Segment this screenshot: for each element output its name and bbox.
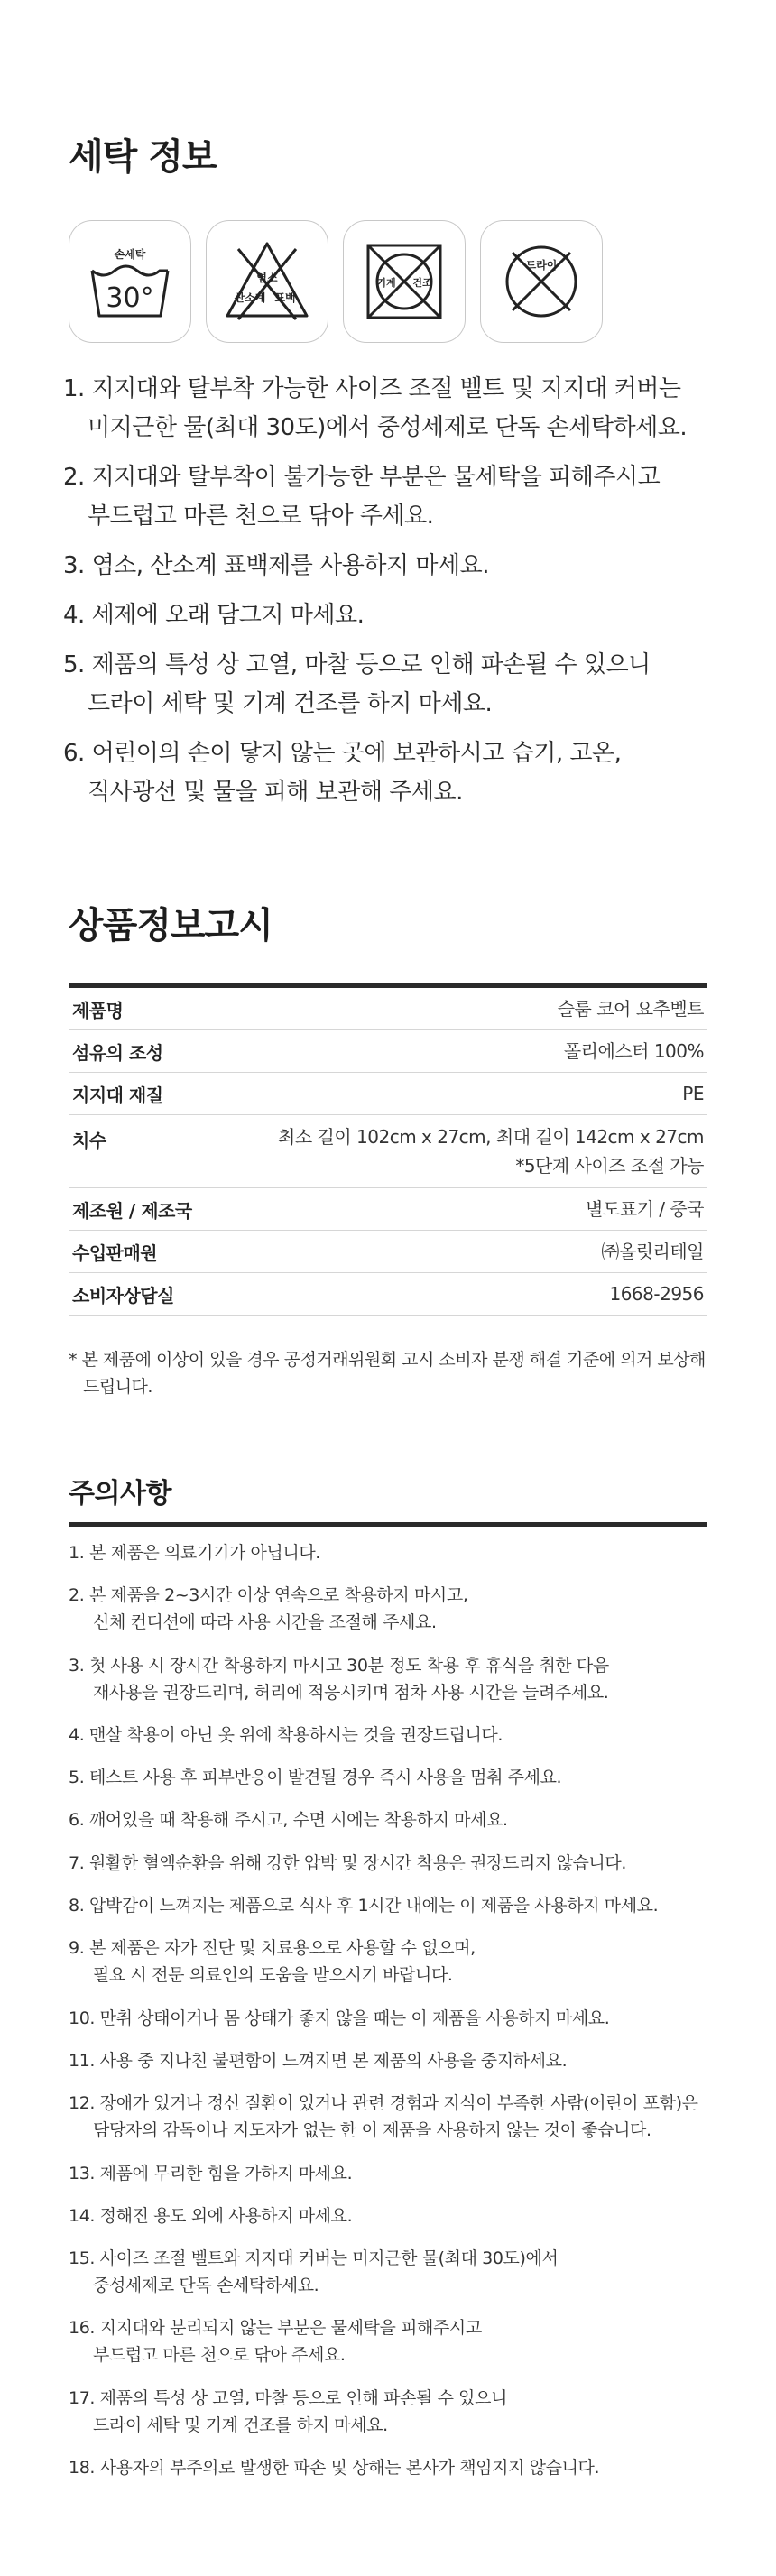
bleach-label-top: 염소 <box>256 272 278 284</box>
wash-info-title: 세탁 정보 <box>69 136 217 178</box>
list-item: 7. 원활한 혈액순환을 위해 강한 압박 및 장시간 착용은 권장드리지 않습니다. <box>69 1852 626 1873</box>
list-item: 1. 본 제품은 의료기기가 아닙니다. <box>69 1543 320 1563</box>
caution-list <box>69 1539 718 2497</box>
dry-label-right: 건조 <box>412 277 432 289</box>
list-item: 5. 테스트 사용 후 피부반응이 발견될 경우 즉시 사용을 멈춰 주세요. <box>69 1768 562 1788</box>
list-item: 18. 사용자의 부주의로 발생한 파손 및 상해는 본사가 책임지지 않습니다. <box>69 2458 600 2479</box>
row-value: 폴리에스터 100% <box>563 1040 704 1062</box>
list-item: 17. 제품의 특성 상 고열, 마찰 등으로 인해 파손될 수 있으니 드라이 세탁 및 기계 건조를 하지 마세요. <box>69 2387 508 2435</box>
caution-title: 주의사항 <box>69 1478 171 1510</box>
list-item: 15. 사이즈 조절 벨트와 지지대 커버는 미지근한 물(최대 30도)에서 중성세제로 단독 손세탁하세요. <box>69 2248 559 2296</box>
row-value: 최소 길이 102cm x 27cm, 최대 길이 142cm x 27cm *5단계 사이즈 조절 가능 <box>278 1126 704 1177</box>
table-row <box>69 1115 707 1188</box>
table-row <box>69 1188 707 1231</box>
product-info-table <box>69 983 707 1316</box>
bleach-label-left: 산소계 <box>234 291 266 304</box>
list-item: 5. 제품의 특성 상 고열, 마찰 등으로 인해 파손될 수 있으니 드라이 세탁 및 기계 건조를 하지 마세요. <box>63 651 651 717</box>
hand-wash-30-box <box>69 220 191 343</box>
list-item: 9. 본 제품은 자가 진단 및 치료용으로 사용할 수 없으며, 필요 시 전문 의료인의 도움을 받으시기 바랍니다. <box>69 1938 476 1986</box>
row-label: 제조원 / 제조국 <box>72 1199 192 1222</box>
row-label: 지지대 재질 <box>72 1084 163 1106</box>
hand-wash-30-icon <box>85 236 175 327</box>
list-item: 3. 염소, 산소계 표백제를 사용하지 마세요. <box>63 552 490 579</box>
no-tumble-dry-icon <box>359 236 449 327</box>
list-item: 2. 본 제품을 2~3시간 이상 연속으로 착용하지 마시고, 신체 컨디션에 따라 사용 시간을 조절해 주세요. <box>69 1585 468 1633</box>
row-value: 별도표기 / 중국 <box>586 1198 704 1220</box>
bleach-label-right: 표백 <box>274 291 296 304</box>
compensation-note: * 본 제품에 이상이 있을 경우 공정거래위원회 고시 소비자 분쟁 해결 기준에 의거 보상해 드립니다. <box>69 1350 706 1397</box>
list-item: 1. 지지대와 탈부착 가능한 사이즈 조절 벨트 및 지지대 커버는 미지근한 물(최대 30도)에서 중성세제로 단독 손세탁하세요. <box>63 375 688 441</box>
list-item: 12. 장애가 있거나 정신 질환이 있거나 관련 경험과 지식이 부족한 사람(어린이 포함)은 담당자의 감독이나 지도자가 없는 한 이 제품을 사용하지 않는 것이 좋습니다. <box>69 2093 698 2141</box>
dry-clean-label: 드라이 <box>525 259 558 272</box>
list-item: 2. 지지대와 탈부착이 불가능한 부분은 물세탁을 피해주시고 부드럽고 마른 천으로 닦아 주세요. <box>63 464 661 530</box>
row-label: 소비자상담실 <box>72 1284 174 1306</box>
list-item: 4. 맨살 착용이 아닌 옷 위에 착용하시는 것을 권장드립니다. <box>69 1724 503 1745</box>
table-row <box>69 1273 707 1316</box>
row-label: 제품명 <box>72 999 124 1021</box>
no-dry-clean-icon <box>496 236 587 327</box>
list-item: 13. 제품에 무리한 힘을 가하지 마세요. <box>69 2163 353 2184</box>
list-item: 3. 첫 사용 시 장시간 착용하지 마시고 30분 정도 착용 후 휴식을 취한 다음 재사용을 권장드리며, 허리에 적응시키며 점차 사용 시간을 늘려주세요. <box>69 1655 609 1703</box>
list-item: 6. 어린이의 손이 닿지 않는 곳에 보관하시고 습기, 고온, 직사광선 및 물을 피해 보관해 주세요. <box>63 740 622 806</box>
table-row <box>69 1231 707 1273</box>
row-label: 치수 <box>72 1130 106 1151</box>
list-item: 14. 정해진 용도 외에 사용하지 마세요. <box>69 2205 353 2226</box>
row-value: PE <box>682 1083 704 1104</box>
dry-label-left: 기계 <box>376 277 396 289</box>
no-dry-clean-box <box>480 220 603 343</box>
row-label: 수입판매원 <box>72 1242 158 1264</box>
table-row <box>69 1073 707 1115</box>
row-value: 1668-2956 <box>609 1283 704 1305</box>
row-label: 섬유의 조성 <box>72 1041 163 1064</box>
list-item: 16. 지지대와 분리되지 않는 부분은 물세탁을 피해주시고 부드럽고 마른 천으로 닦아 주세요. <box>69 2318 482 2366</box>
hand-wash-temp: 30° <box>106 282 154 314</box>
list-item: 10. 만취 상태이거나 몸 상태가 좋지 않을 때는 이 제품을 사용하지 마세요. <box>69 2008 610 2028</box>
wash-icon-row <box>69 220 603 343</box>
wash-instructions-list <box>63 370 713 823</box>
list-item: 8. 압박감이 느껴지는 제품으로 식사 후 1시간 내에는 이 제품을 사용하지 마세요. <box>69 1896 659 1916</box>
table-row <box>69 1030 707 1073</box>
no-tumble-dry-box <box>343 220 466 343</box>
row-value: 슬룸 코어 요추벨트 <box>557 998 704 1020</box>
table-row <box>69 988 707 1030</box>
hand-wash-label: 손세탁 <box>114 248 146 261</box>
caution-divider <box>69 1522 707 1527</box>
product-info-title: 상품정보고시 <box>69 905 273 946</box>
list-item: 6. 깨어있을 때 착용해 주시고, 수면 시에는 착용하지 마세요. <box>69 1810 508 1831</box>
row-value: ㈜올릿리테일 <box>601 1241 704 1262</box>
list-item: 4. 세제에 오래 담그지 마세요. <box>63 602 365 629</box>
no-bleach-box <box>206 220 328 343</box>
list-item: 11. 사용 중 지나친 불편함이 느껴지면 본 제품의 사용을 중지하세요. <box>69 2050 568 2071</box>
no-bleach-icon <box>222 236 312 327</box>
